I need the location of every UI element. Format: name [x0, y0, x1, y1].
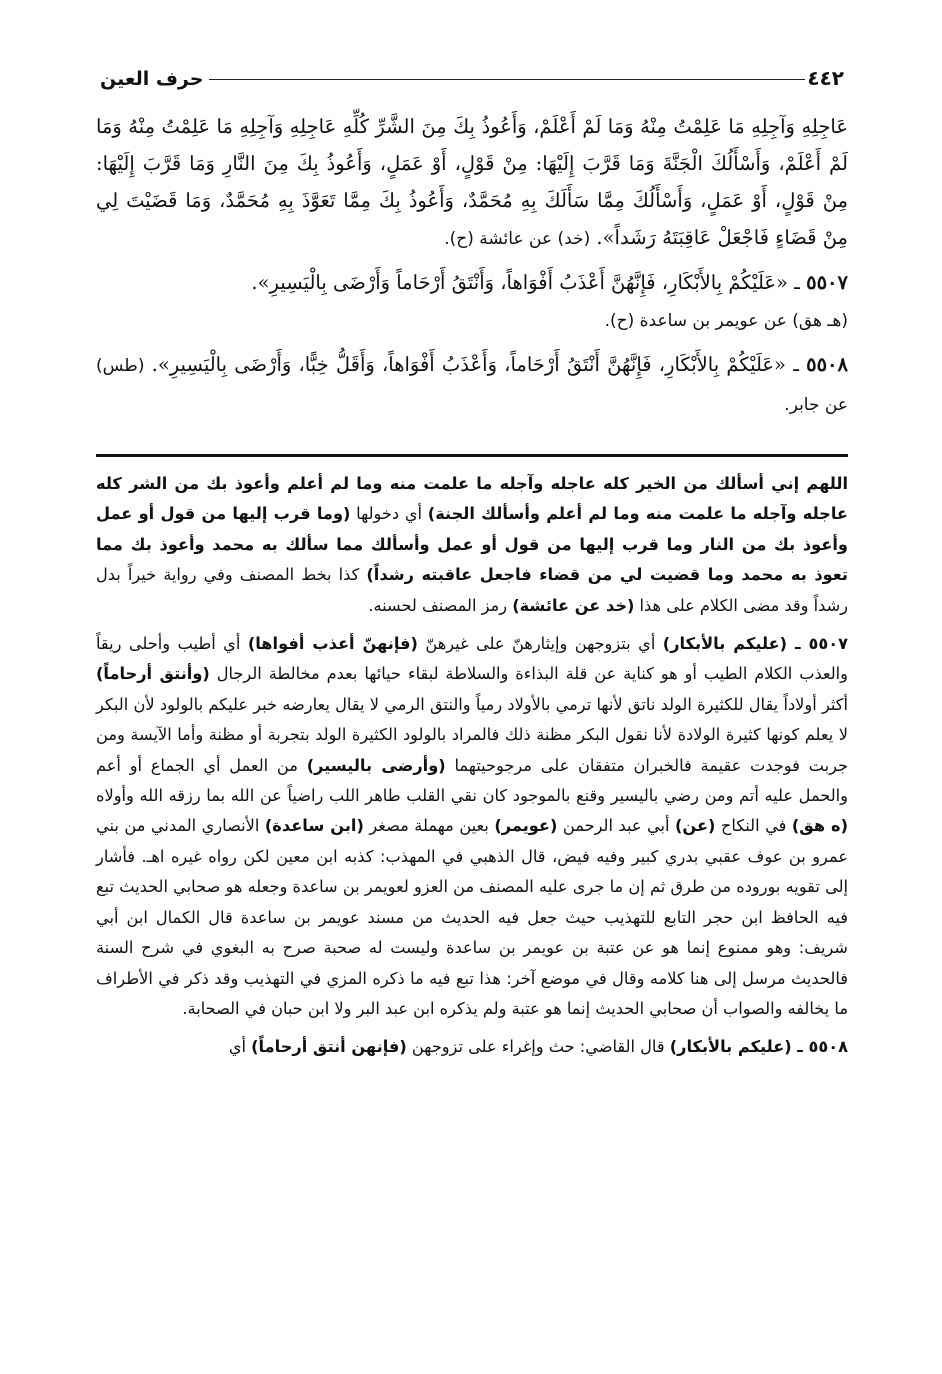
commentary-text: أي: [228, 1037, 252, 1057]
chapter-title: حرف العين: [100, 68, 204, 90]
page-number: ٤٤٢: [807, 66, 844, 90]
commentary-paragraph: [96, 629, 848, 1024]
commentary-quote: (فإنهن أنتق أرحاماً): [251, 1037, 407, 1057]
commentary-section: [96, 469, 848, 1063]
hadith-number: ٥٥٠٧: [806, 271, 848, 294]
commentary-quote: (عن): [675, 816, 716, 836]
commentary-paragraph: [96, 1032, 848, 1062]
hadith-text: «عَلَيْكُمْ بِالأَبْكَارِ، فَإِنَّهُنَّ أَعْذَبُ أَفْوَاهاً، وَأَنْتَقُ أَرْحَاماً وَأَرْضَى بِالْيَسِيرِ».: [251, 271, 788, 294]
commentary-text: كذا بخط المصنف وفي رواية خيراً بدل رشداً وقد مضى الكلام على هذا: [96, 565, 848, 615]
header-rule: [209, 79, 805, 80]
book-page: [96, 58, 848, 1071]
commentary-text: أكثر أولاداً يقال للكثيرة الولد ناتق لأنها ترمي بالأولاد رمياً والنتق الرمي لا يقال يعارضه خبر عليكم بالولود لأن البكر لا يعلم كونها كثيرة الولادة لأنا نقول البكر مظنة ذلك فالمراد بالولود الكثيرة الولد بتجربة أو مظنة وأما الآيسة ومن جربت فوجدت عقيمة فالخبران متفقان على مرجوحيتهما: [96, 694, 849, 775]
commentary-text: أي دخولها: [350, 504, 428, 524]
commentary-text: أبي عبد الرحمن: [557, 816, 676, 836]
hadith-text: «عَلَيْكُمْ بِالأَبْكَارِ، فَإِنَّهُنَّ أَنْتَقُ أَرْحَاماً، وَأَعْذَبُ أَفْوَاهاً، وَأَقَلُّ خِبًّا، وَأَرْضَى بِالْيَسِيرِ».: [151, 353, 786, 376]
commentary-quote: (ابن ساعدة): [264, 816, 364, 836]
commentary-quote: (وأنتق أرحاماً): [96, 664, 210, 684]
hadith-continuation: [96, 108, 848, 258]
commentary-quote: اللهم إني أسألك من الخير كله عاجله وآجله ما علمت منه وما لم أعلم وأعوذ بك من الشر كله عاجله وآجله ما علمت منه وما لم أعلم وأسألك الجنة): [96, 474, 848, 524]
hadith-dash: ـ: [794, 271, 800, 294]
hadith-continuation-text: عَاجِلِهِ وَآجِلِهِ مَا عَلِمْتُ مِنْهُ وَمَا لَمْ أَعْلَمْ، وَأَعُوذُ بِكَ مِنَ الشَّرِّ كُلِّهِ عَاجِلِهِ وَآجِلِهِ مَا عَلِمْتُ مِنْهُ وَمَا لَمْ أَعْلَمْ، وَأَسْأَلُكَ الْجَنَّةَ وَمَا قَرَّبَ إِلَيْهَا: مِنْ قَوْلٍ، أَوْ عَمَلٍ، وَأَعُوذُ بِكَ مِنَ النَّارِ وَمَا قَرَّبَ إِلَيْهَا: مِنْ قَوْلٍ، أَوْ عَمَلٍ، وَأَسْأَلُكَ مِمَّا سَأَلَكَ بِهِ مُحَمَّدٌ، وَأَعُوذُ بِكَ مِمَّا تَعَوَّذَ بِهِ مُحَمَّدٌ، وَمَا قَضَيْتَ لِي مِنْ قَضَاءٍ فَاجْعَلْ عَاقِبَتَهُ رَشَداً».: [96, 115, 848, 249]
commentary-text: في النكاح: [715, 816, 792, 836]
commentary-text: الأنصاري المدني من بني عمرو بن عوف عقبي بدري كبير وفيه فيض، قال الذهبي في المهذب: كذبه ابن معين لكن رواه غيره اهـ. فأشار إلى تقويه بوروده من طرق ثم إن ما جرى عليه المصنف من العزو لعويمر بن ساعدة وجعله هو صحابي الحديث تبع فيه الحافظ ابن حجر التابع للتهذيب حيث جعل فيه الحديث من مسند عويمر بن ساعدة قال الكمال ابن أبي شريف: وهو ممنوع إنما هو عن عتبة بن عويمر بن ساعدة وليست له صحبة صرح به البغوي في شرح السنة فالحديث مرسل إلى هنا كلامه وقال في موضع آخر: هذا تبع فيه ما ذكره المزي في التهذيب وقد ذكر في الأطراف ما يخالفه والصواب أن صحابي الحديث إنما هو عتبة ولم يذكره ابن عبد البر ولا ابن حبان في الصحابة.: [96, 816, 848, 1018]
commentary-hadith-heading: ٥٥٠٨ ـ (عليكم بالأبكار): [669, 1037, 848, 1057]
commentary-hadith-heading: ٥٥٠٧ ـ (عليكم بالأبكار): [662, 634, 849, 654]
hadith-entry: [96, 264, 848, 340]
hadith-source: (هـ هق) عن عويمر بن ساعدة (ح).: [604, 311, 848, 331]
commentary-quote: (عويمر): [494, 816, 558, 836]
commentary-text: من العمل أي الجماع أو أعم والحمل عليه أتم ومن رضي باليسير وقنع بالموجود كان نقي القلب طاهر اللب راضياً عن الله بما رزقه الله وأولاه: [96, 755, 848, 806]
commentary-text: رمز المصنف لحسنه.: [368, 595, 513, 615]
commentary-quote: (فإنهنّ أعذب أفواها): [247, 634, 418, 654]
hadith-source: (طس) عن جابر.: [96, 356, 848, 415]
commentary-quote: (وأرضى باليسير): [306, 755, 446, 775]
hadith-entry: [96, 346, 848, 424]
commentary-text: بعين مهملة مصغر: [363, 816, 495, 836]
commentary-text: قال القاضي: حث وإغراء على تزوجهن: [406, 1037, 670, 1057]
commentary-quote: (خد عن عائشة): [512, 595, 635, 615]
commentary-text: أي أطيب وأحلى ريقاً والعذب الكلام الطيب أو هو كناية عن قلة البذاءة والسلاطة لبقاء حيائها بعدم مخالطة الرجال: [96, 634, 848, 684]
commentary-source-code: (ه هق): [791, 816, 848, 836]
hadith-text-section: [96, 108, 848, 424]
hadith-number: ٥٥٠٨: [806, 353, 849, 376]
running-header: [96, 58, 848, 90]
commentary-separator-rule: [96, 454, 848, 457]
commentary-paragraph: [96, 469, 848, 621]
commentary-text: أي بتزوجهن وإيثارهنّ على غيرهنّ: [417, 634, 663, 654]
hadith-source: (خد) عن عائشة (ح).: [444, 229, 591, 249]
commentary-quote: (وما قرب إليها من قول أو عمل وأعوذ بك من النار وما قرب إليها من قول أو عمل وأسألك مما سألك به محمد وأعوذ بك مما تعوذ به محمد وما قضيت لي من قضاء فاجعل عاقبته رشداً): [96, 504, 848, 585]
hadith-dash: ـ: [793, 353, 799, 376]
